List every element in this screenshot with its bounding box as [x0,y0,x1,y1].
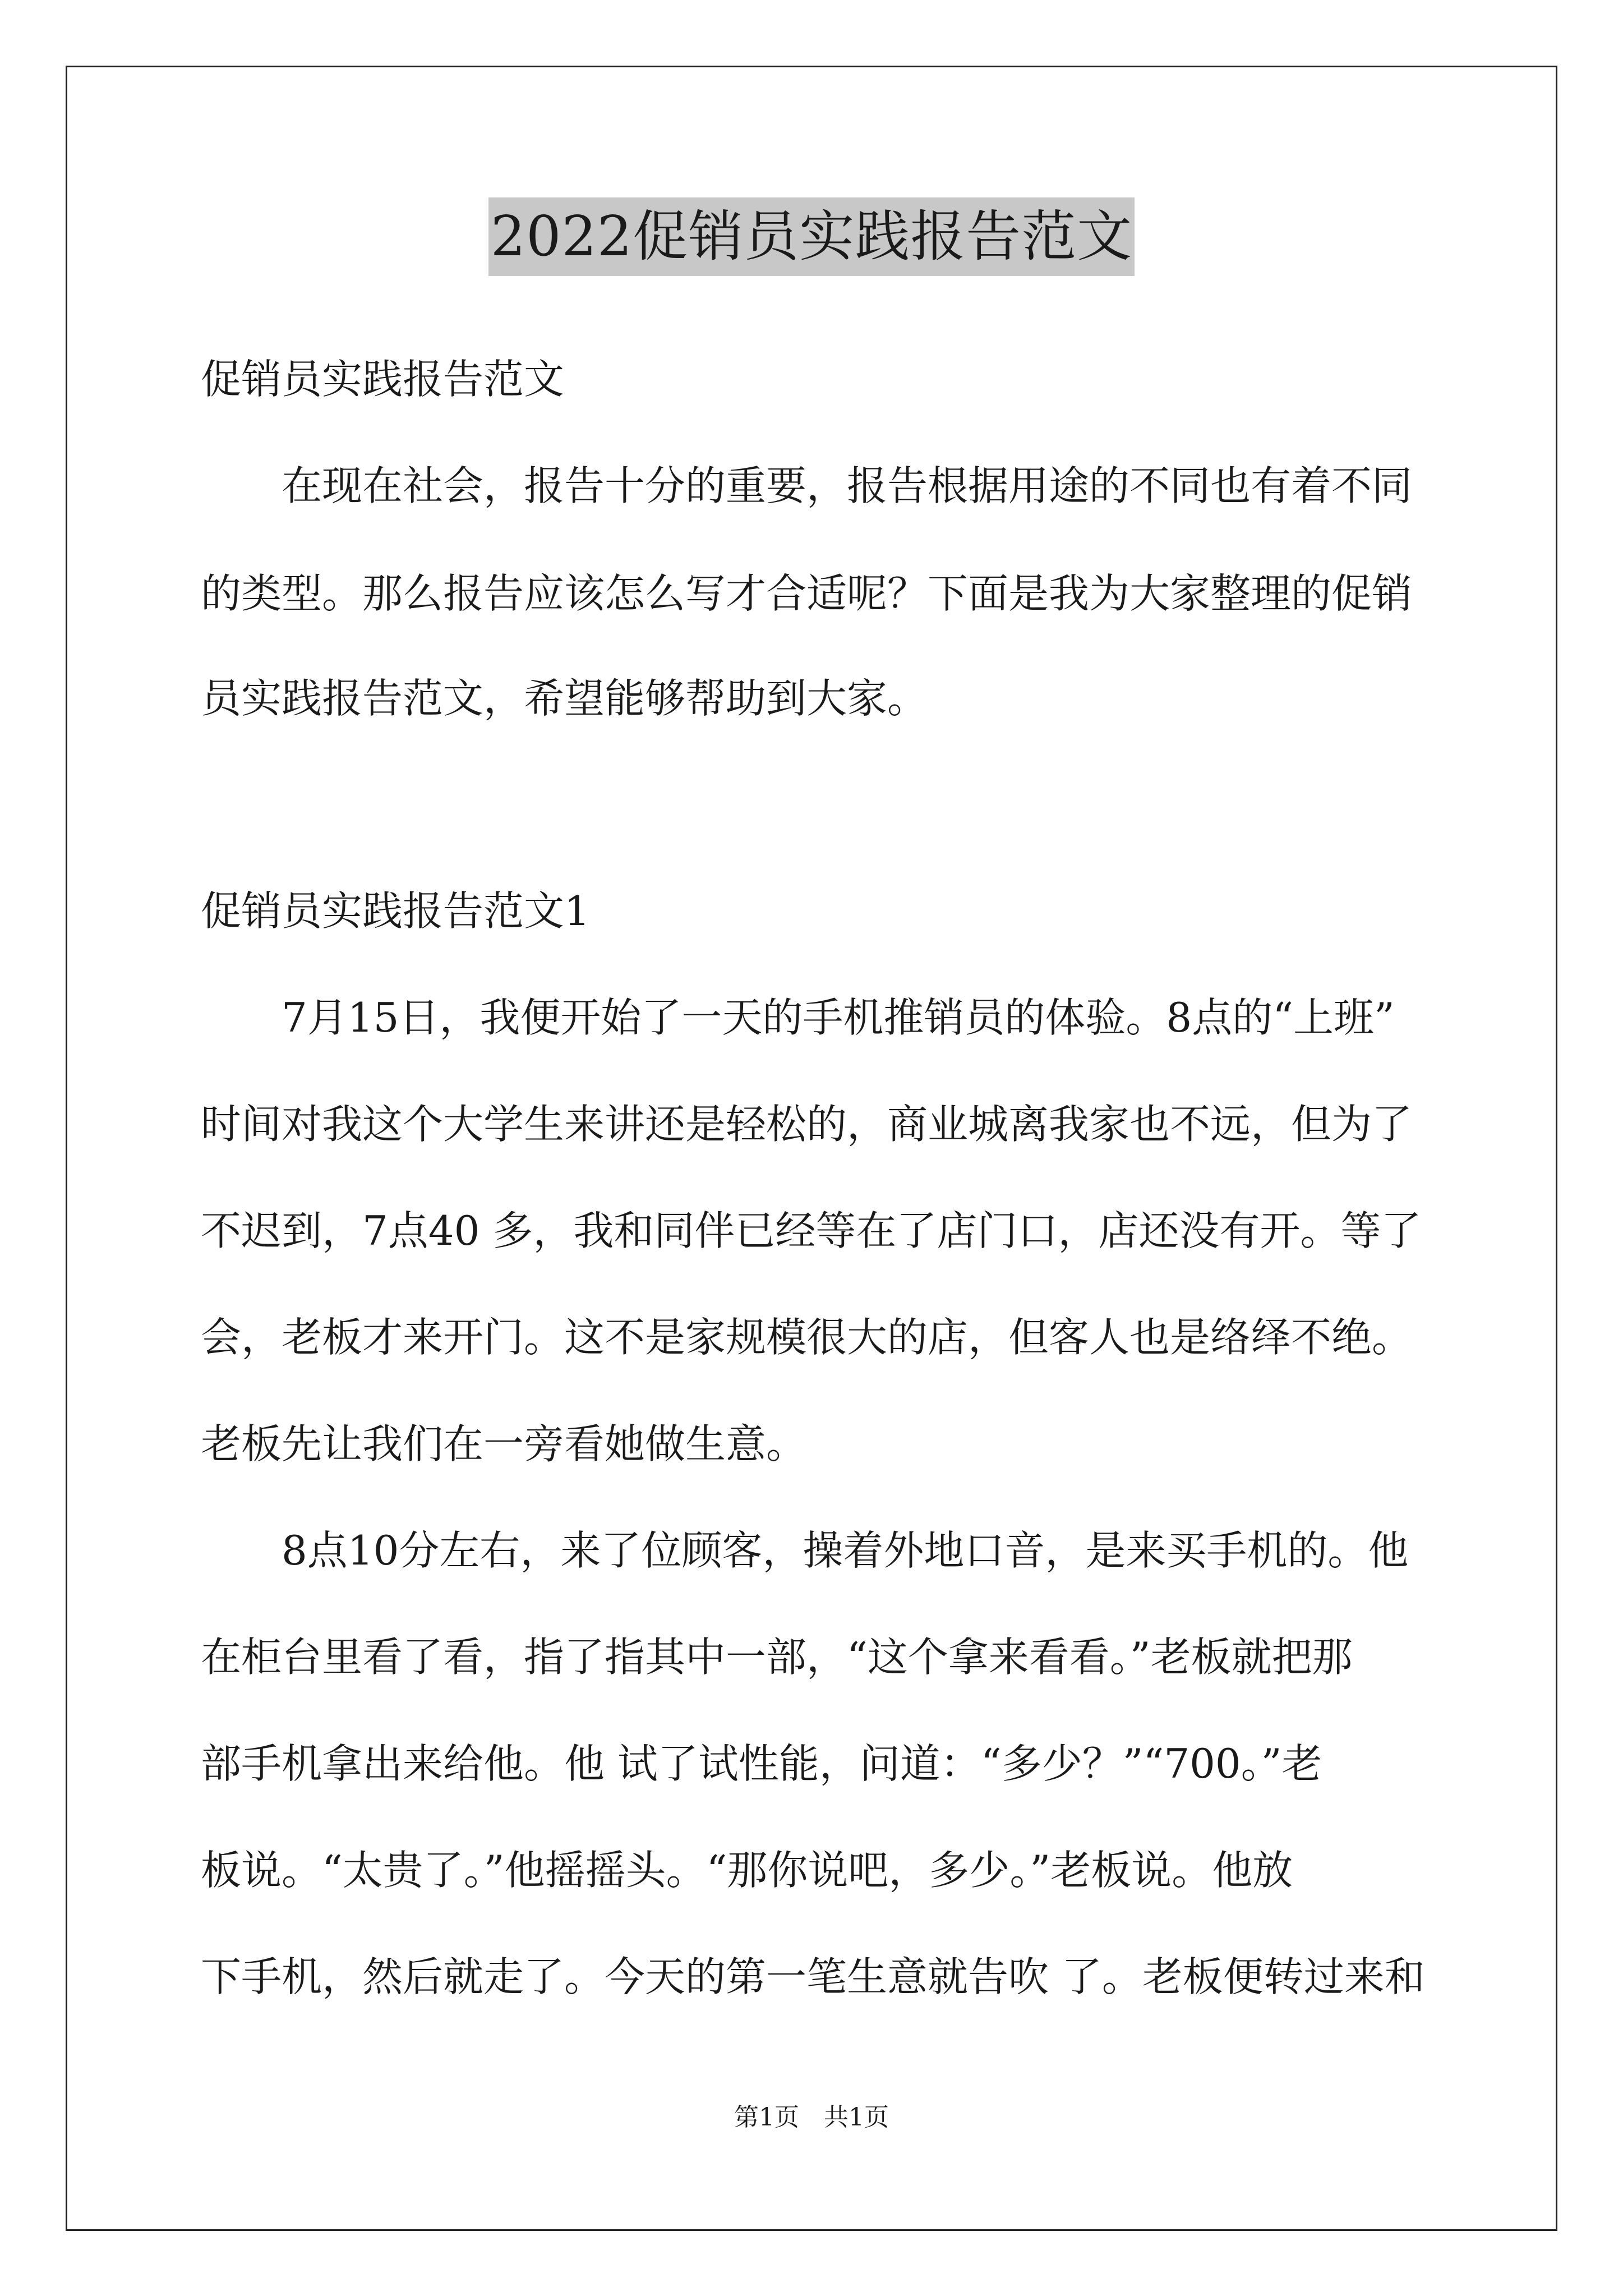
paragraph-line: 8点10分左右，来了位顾客，操着外地口音，是来买手机的。他 [201,1527,1409,1574]
paragraph-line: 下手机，然后就走了。今天的第一笔生意就告吹 了。老板便转过来和 [201,1953,1425,2000]
paragraph-line: 在现在社会，报告十分的重要，报告根据用途的不同也有着不同 [201,462,1413,509]
paragraph-line: 7月15日，我便开始了一天的手机推销员的体验。8点的“上班” [201,994,1395,1041]
paragraph-line: 老板先让我们在一旁看她做生意。 [201,1420,807,1467]
page-number-footer: 第1页 共1页 [734,2103,889,2132]
paragraph-line: 部手机拿出来给他。他 试了试性能，问道：“多少？”“700。”老 [201,1740,1322,1787]
paragraph-line: 在柜台里看了看，指了指其中一部，“这个拿来看看。”老板就把那 [201,1634,1353,1681]
paragraph-line: 会，老板才来开门。这不是家规模很大的店，但客人也是络绎不绝。 [201,1314,1413,1361]
paragraph-line: 员实践报告范文，希望能够帮助到大家。 [201,675,928,722]
section-heading: 促销员实践报告范文1 [201,887,590,935]
section-heading: 促销员实践报告范文 [201,356,565,403]
paragraph-line: 的类型。那么报告应该怎么写才合适呢？下面是我为大家整理的促销 [201,570,1413,617]
document-title: 2022促销员实践报告范文 [488,197,1135,276]
paragraph-line: 板说。“太贵了。”他摇摇头。“那你说吧，多少。”老板说。他放 [201,1847,1293,1894]
paragraph-line: 不迟到，7点40 多，我和同伴已经等在了店门口，店还没有开。等了 [201,1207,1422,1254]
title-container [0,197,1623,276]
paragraph-line: 时间对我这个大学生来讲还是轻松的，商业城离我家也不远，但为了 [201,1101,1413,1148]
